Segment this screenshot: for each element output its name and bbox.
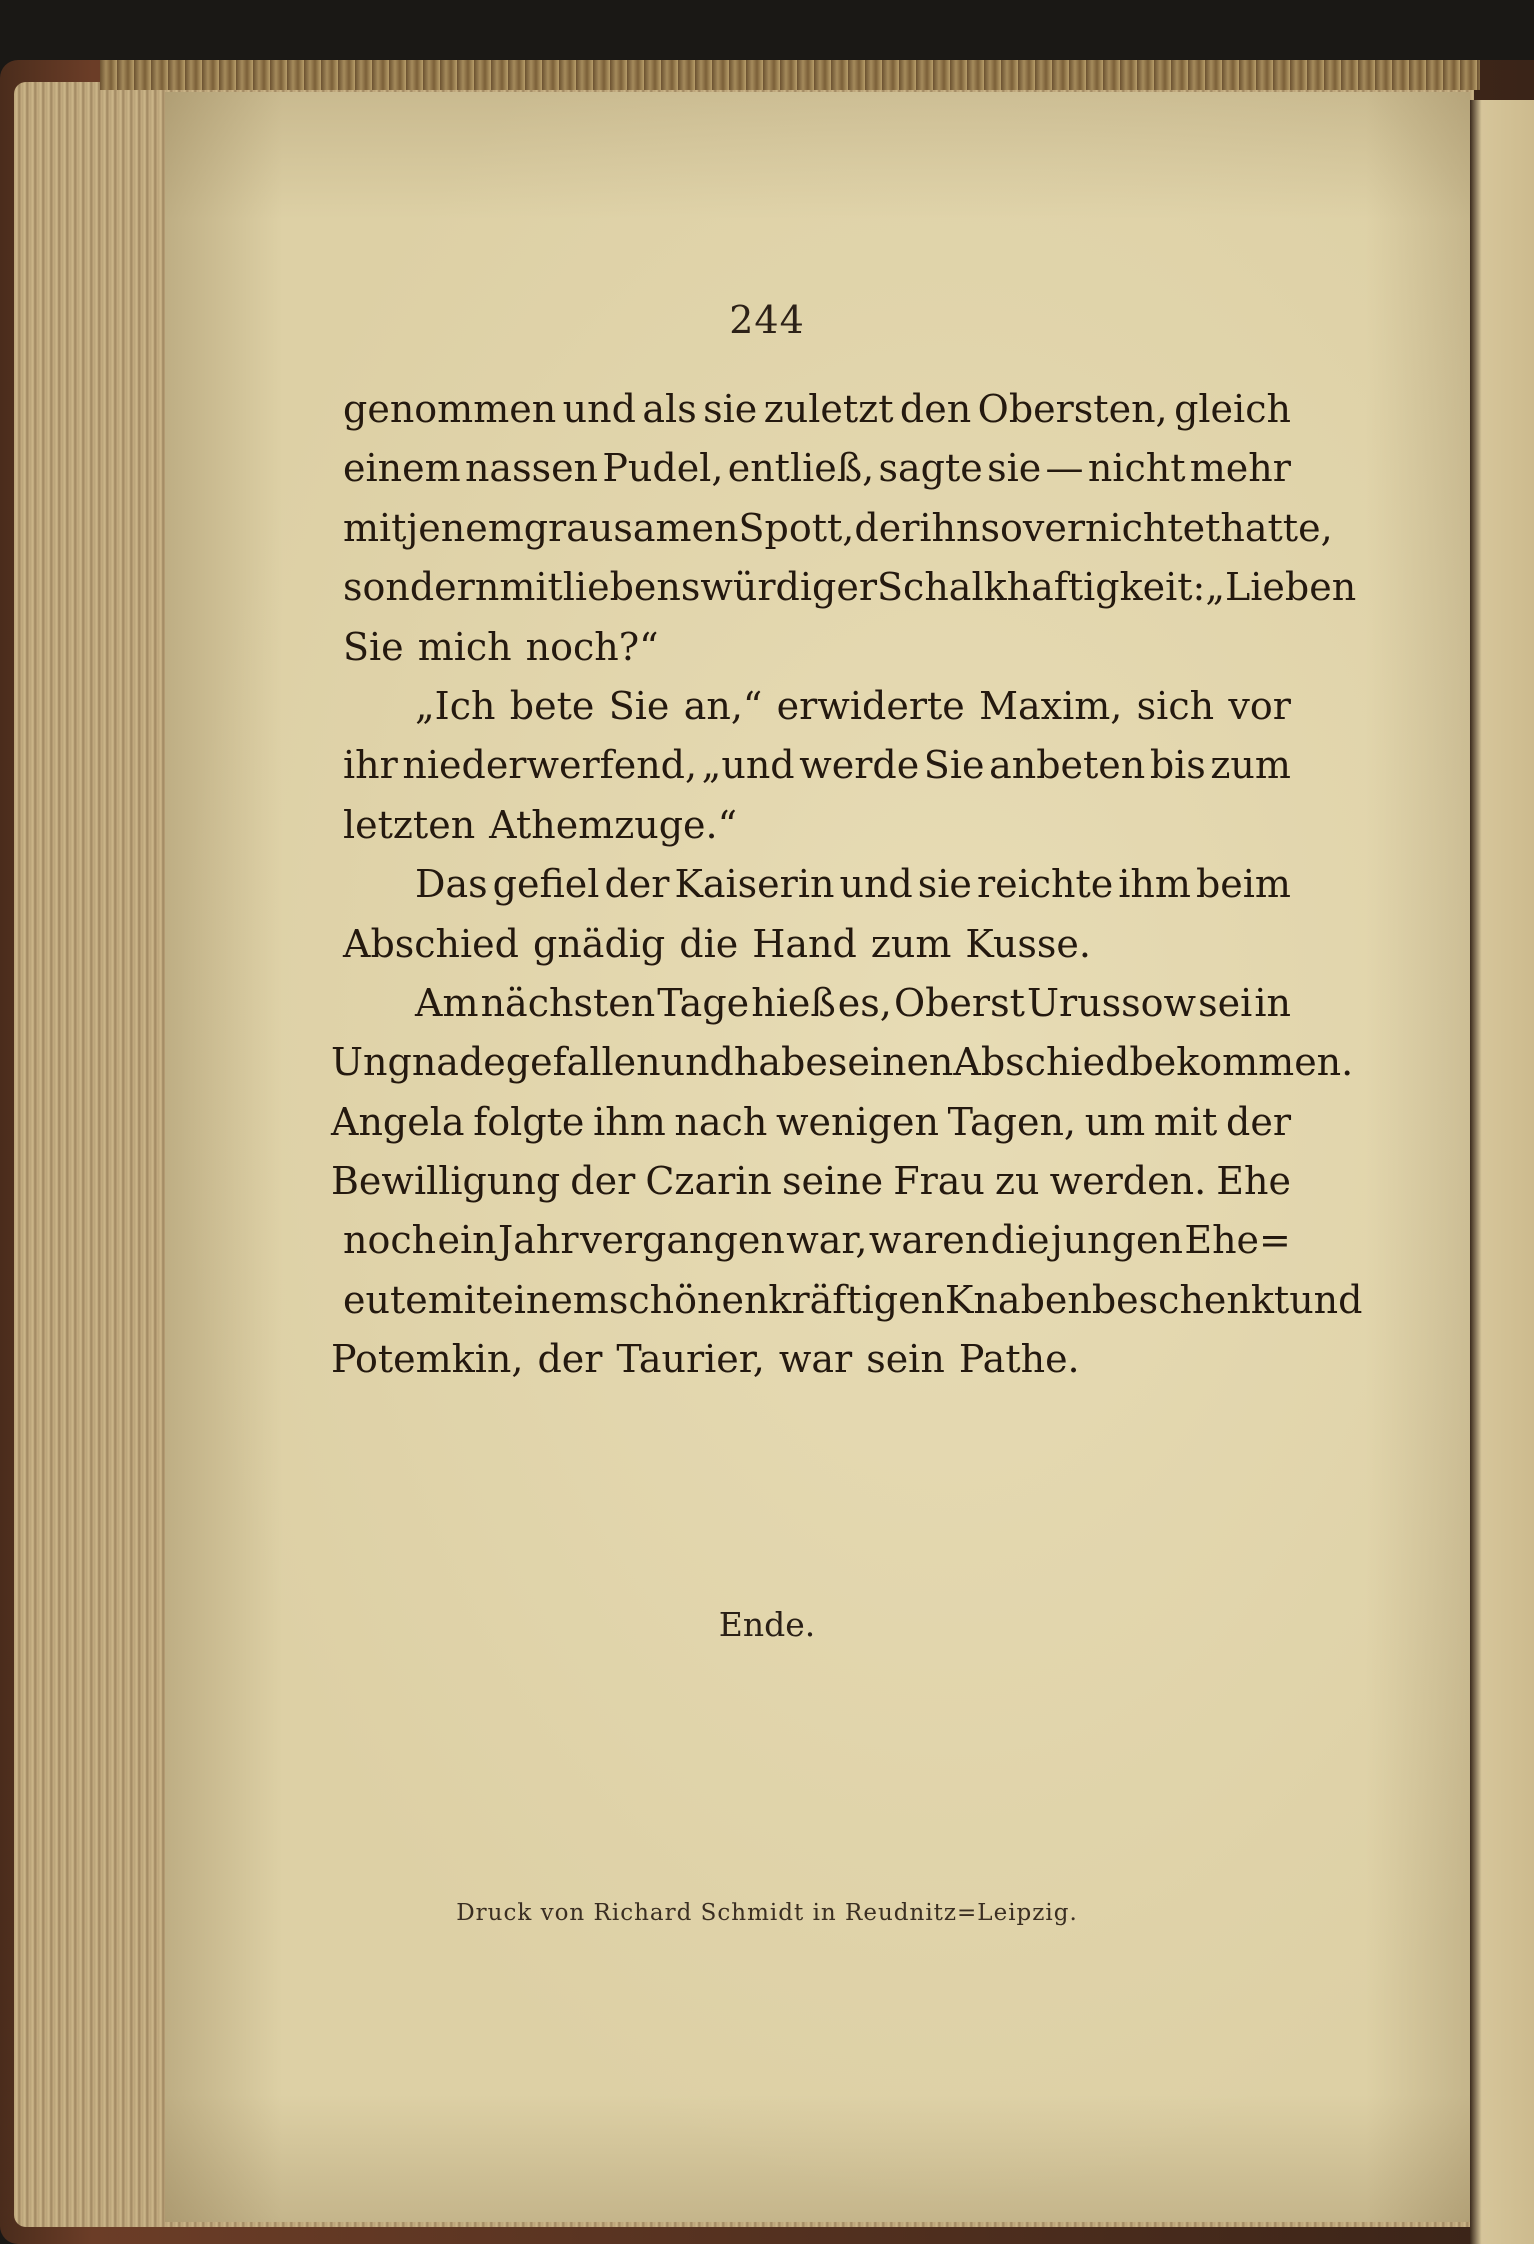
text-line bbox=[343, 558, 1357, 617]
word: um bbox=[1084, 1099, 1146, 1144]
word: ihm bbox=[593, 1099, 666, 1144]
word: der bbox=[854, 505, 920, 550]
text-line bbox=[331, 1330, 1291, 1389]
text-line bbox=[331, 1033, 1354, 1092]
word: einem bbox=[491, 1277, 609, 1322]
word: letzten bbox=[343, 802, 476, 847]
word: und bbox=[660, 1040, 734, 1085]
word: Am bbox=[415, 980, 479, 1025]
word: Das bbox=[415, 862, 488, 907]
word: werde bbox=[799, 743, 920, 788]
word: beim bbox=[1195, 862, 1291, 907]
word: nach bbox=[674, 1099, 768, 1144]
word: sie bbox=[987, 446, 1042, 491]
word: Tagen, bbox=[947, 1099, 1077, 1144]
text-line bbox=[343, 380, 1291, 439]
text-line bbox=[343, 499, 1333, 558]
word: Knaben bbox=[945, 1277, 1092, 1322]
text-line bbox=[343, 677, 1291, 736]
word: der bbox=[570, 1159, 636, 1204]
word: — bbox=[1045, 446, 1084, 491]
text-line bbox=[343, 618, 1291, 677]
word: sie bbox=[703, 387, 758, 431]
word: Jahr bbox=[498, 1218, 579, 1263]
printer-imprint: Druck von Richard Schmidt in Reudnitz=Leipzig. bbox=[456, 1900, 1078, 1926]
word: mit bbox=[343, 505, 407, 550]
word: vergangen bbox=[579, 1218, 785, 1263]
word: „Ich bbox=[415, 683, 496, 728]
word: Tage bbox=[657, 980, 750, 1025]
word: hatte, bbox=[1220, 505, 1333, 550]
word: Maxim, bbox=[979, 683, 1123, 728]
word: die bbox=[679, 921, 739, 966]
word: Ehe= bbox=[1184, 1218, 1291, 1263]
word: die bbox=[990, 1218, 1050, 1263]
word: zu bbox=[995, 1159, 1040, 1204]
word: bete bbox=[509, 683, 595, 728]
word: ein bbox=[437, 1218, 497, 1263]
word: Schalkhaftigkeit: bbox=[877, 565, 1206, 610]
word: ihr bbox=[343, 743, 398, 788]
word: gefallen bbox=[505, 1040, 661, 1085]
word: sie bbox=[917, 862, 972, 907]
word: Abschied bbox=[953, 1040, 1130, 1085]
word: Ehe bbox=[1216, 1159, 1291, 1204]
page-number: 244 bbox=[729, 298, 805, 342]
word: Potemkin, bbox=[331, 1337, 524, 1382]
text-line bbox=[343, 1211, 1291, 1270]
word: sondern bbox=[343, 565, 500, 610]
word: erwiderte bbox=[776, 683, 965, 728]
word: Czarin bbox=[645, 1159, 772, 1204]
text-line bbox=[331, 1152, 1291, 1211]
word: Pudel, bbox=[602, 446, 724, 491]
word: war, bbox=[786, 1218, 868, 1263]
text-line bbox=[343, 974, 1291, 1033]
word: seine bbox=[782, 1159, 884, 1204]
word: Kusse. bbox=[965, 921, 1091, 966]
word: mit bbox=[499, 565, 563, 610]
word: beschenkt bbox=[1091, 1277, 1290, 1322]
word: Taurier, bbox=[616, 1337, 765, 1382]
word: Spott, bbox=[738, 505, 855, 550]
word: und bbox=[839, 862, 913, 907]
word: sagte bbox=[878, 446, 983, 491]
word: mit bbox=[427, 1277, 492, 1322]
word: gleich bbox=[1174, 387, 1291, 431]
word: mich bbox=[417, 624, 512, 669]
text-line bbox=[343, 439, 1291, 498]
word: gnädig bbox=[533, 921, 666, 966]
word: liebenswürdiger bbox=[562, 565, 877, 610]
word: „Lieben bbox=[1205, 565, 1357, 610]
word: Kaiserin bbox=[674, 862, 835, 907]
word: habe bbox=[733, 1040, 828, 1085]
word: Sie bbox=[343, 624, 404, 669]
word: Urussow bbox=[1026, 980, 1197, 1025]
word: war bbox=[778, 1337, 853, 1382]
word: sich bbox=[1136, 683, 1215, 728]
word: Sie bbox=[608, 683, 670, 728]
word: Bewilligung bbox=[331, 1159, 561, 1204]
word: sein bbox=[866, 1337, 945, 1382]
text-line bbox=[343, 855, 1291, 914]
word: zum bbox=[870, 921, 952, 966]
word: Abschied bbox=[343, 921, 519, 966]
word: Athemzuge.“ bbox=[489, 802, 738, 847]
word: der bbox=[1226, 1099, 1291, 1144]
word: folgte bbox=[473, 1099, 585, 1144]
word: einem bbox=[343, 446, 461, 491]
word: nicht bbox=[1087, 446, 1186, 491]
word: waren bbox=[868, 1218, 990, 1263]
word: Ungnade bbox=[331, 1040, 506, 1085]
word: nassen bbox=[464, 446, 599, 491]
text-line bbox=[343, 915, 1291, 974]
word: vernichtet bbox=[1022, 505, 1221, 550]
word: jenem bbox=[406, 505, 524, 550]
word: nächsten bbox=[480, 980, 656, 1025]
word: es, bbox=[837, 980, 892, 1025]
word: hieß bbox=[751, 980, 836, 1025]
word: an,“ bbox=[683, 683, 763, 728]
word: bis bbox=[1149, 743, 1206, 788]
word: schönen bbox=[608, 1277, 769, 1322]
word: Angela bbox=[331, 1099, 465, 1144]
word: den bbox=[899, 387, 972, 431]
top-page-edges bbox=[100, 60, 1480, 90]
word: Pathe. bbox=[958, 1337, 1080, 1382]
word: noch bbox=[343, 1218, 437, 1263]
body-text bbox=[331, 380, 1363, 1390]
word: entließ, bbox=[727, 446, 875, 491]
word: ihn bbox=[919, 505, 981, 550]
word: vor bbox=[1228, 683, 1291, 728]
word: so bbox=[980, 505, 1023, 550]
text-line bbox=[331, 1093, 1291, 1152]
word: noch?“ bbox=[525, 624, 659, 669]
end-label: Ende. bbox=[718, 1605, 816, 1644]
text-line bbox=[343, 736, 1291, 795]
word: und bbox=[1289, 1277, 1363, 1322]
word: niederwerfend, bbox=[402, 743, 698, 788]
word: Frau bbox=[893, 1159, 985, 1204]
word: bekommen. bbox=[1129, 1040, 1354, 1085]
word: als bbox=[642, 387, 697, 431]
word: zum bbox=[1210, 743, 1291, 788]
word: „und bbox=[701, 743, 795, 788]
text-line bbox=[343, 796, 1291, 855]
word: der bbox=[537, 1337, 603, 1382]
word: Obersten, bbox=[977, 387, 1168, 431]
word: der bbox=[604, 862, 670, 907]
word: jungen bbox=[1050, 1218, 1183, 1263]
word: in bbox=[1254, 980, 1291, 1025]
word: grausamen bbox=[523, 505, 739, 550]
word: werden. bbox=[1049, 1159, 1207, 1204]
word: anbeten bbox=[989, 743, 1146, 788]
word: gefiel bbox=[492, 862, 600, 907]
word: eute bbox=[343, 1277, 428, 1322]
word: ihm bbox=[1118, 862, 1191, 907]
word: und bbox=[562, 387, 636, 431]
word: wenigen bbox=[775, 1099, 939, 1144]
word: Oberst bbox=[893, 980, 1025, 1025]
word: mit bbox=[1153, 1099, 1218, 1144]
word: genommen bbox=[343, 387, 557, 431]
word: seinen bbox=[827, 1040, 954, 1085]
word: mehr bbox=[1189, 446, 1291, 491]
word: Hand bbox=[752, 921, 857, 966]
word: Sie bbox=[923, 743, 985, 788]
word: kräftigen bbox=[768, 1277, 946, 1322]
text-line bbox=[343, 1271, 1363, 1330]
word: sei bbox=[1198, 980, 1253, 1025]
word: zuletzt bbox=[763, 387, 894, 431]
word: reichte bbox=[976, 862, 1114, 907]
